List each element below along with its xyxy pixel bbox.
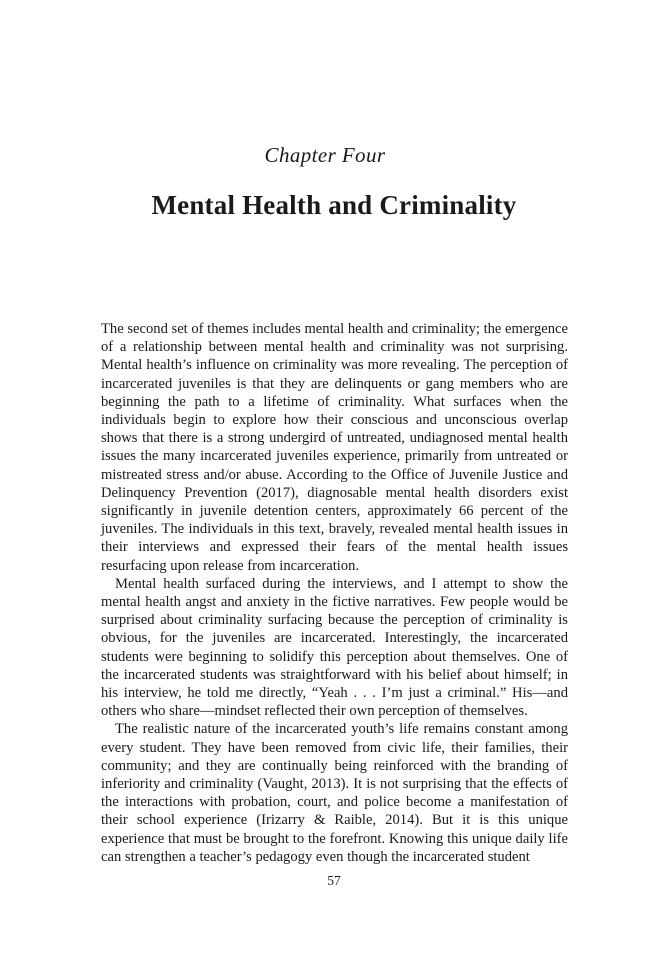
- paragraph-3: The realistic nature of the incarcerated youth’s life remains constant among every student. They have been removed from civic life, their families, their community; and they are continually being reinforced with the branding of inferiority and criminality (Vaught, 2013). It is not surprising that the effects of the interactions with probation, court, and police become a manifestation of their school experience (Irizarry & Raible, 2014). But it is this unique experience that must be brought to the forefront. Knowing this unique daily life can strengthen a teacher’s pedagogy even though the incarcerated student: [101, 721, 568, 865]
- paragraph-1: The second set of themes includes mental health and criminality; the emergence of a relationship between mental health and criminality was not surprising. Mental health’s influence on criminality was more revealing. The perception of incarcerated juveniles is that they are delinquents or gang members who are beginning the path to a lifetime of criminality. What surfaces when the individuals begin to explore how their conscious and unconscious overlap shows that there is a strong undergird of untreated, undiagnosed mental health issues the many incarcerated juveniles experience, primarily from untreated or mistreated stress and/or abuse. According to the Office of Juvenile Justice and Delinquency Prevention (2017), diagnosable mental health disorders exist significantly in juvenile detention centers, approximately 66 percent of the juveniles. The individuals in this text, bravely, revealed mental health issues in their interviews and expressed their fears of the mental health issues resurfacing upon release from incarceration.: [101, 321, 568, 574]
- paragraph-2: Mental health surfaced during the interviews, and I attempt to show the mental health angst and anxiety in the fictive narratives. Few people would be surprised about criminality surfacing because the perception of criminality is obvious, for the juveniles are incarcerated. Interestingly, the incarcerated students were beginning to solidify this perception about themselves. One of the incarcerated students was straightforward with his belief about himself; in his interview, he told me directly, “Yeah . . . I’m just a criminal.” His—and others who share—mindset reflected their own perception of themselves.: [101, 575, 568, 720]
- chapter-title: Mental Health and Criminality: [151, 190, 517, 220]
- body-text: [101, 320, 568, 866]
- chapter-label: Chapter Four: [264, 143, 386, 167]
- page-number: 57: [327, 873, 341, 888]
